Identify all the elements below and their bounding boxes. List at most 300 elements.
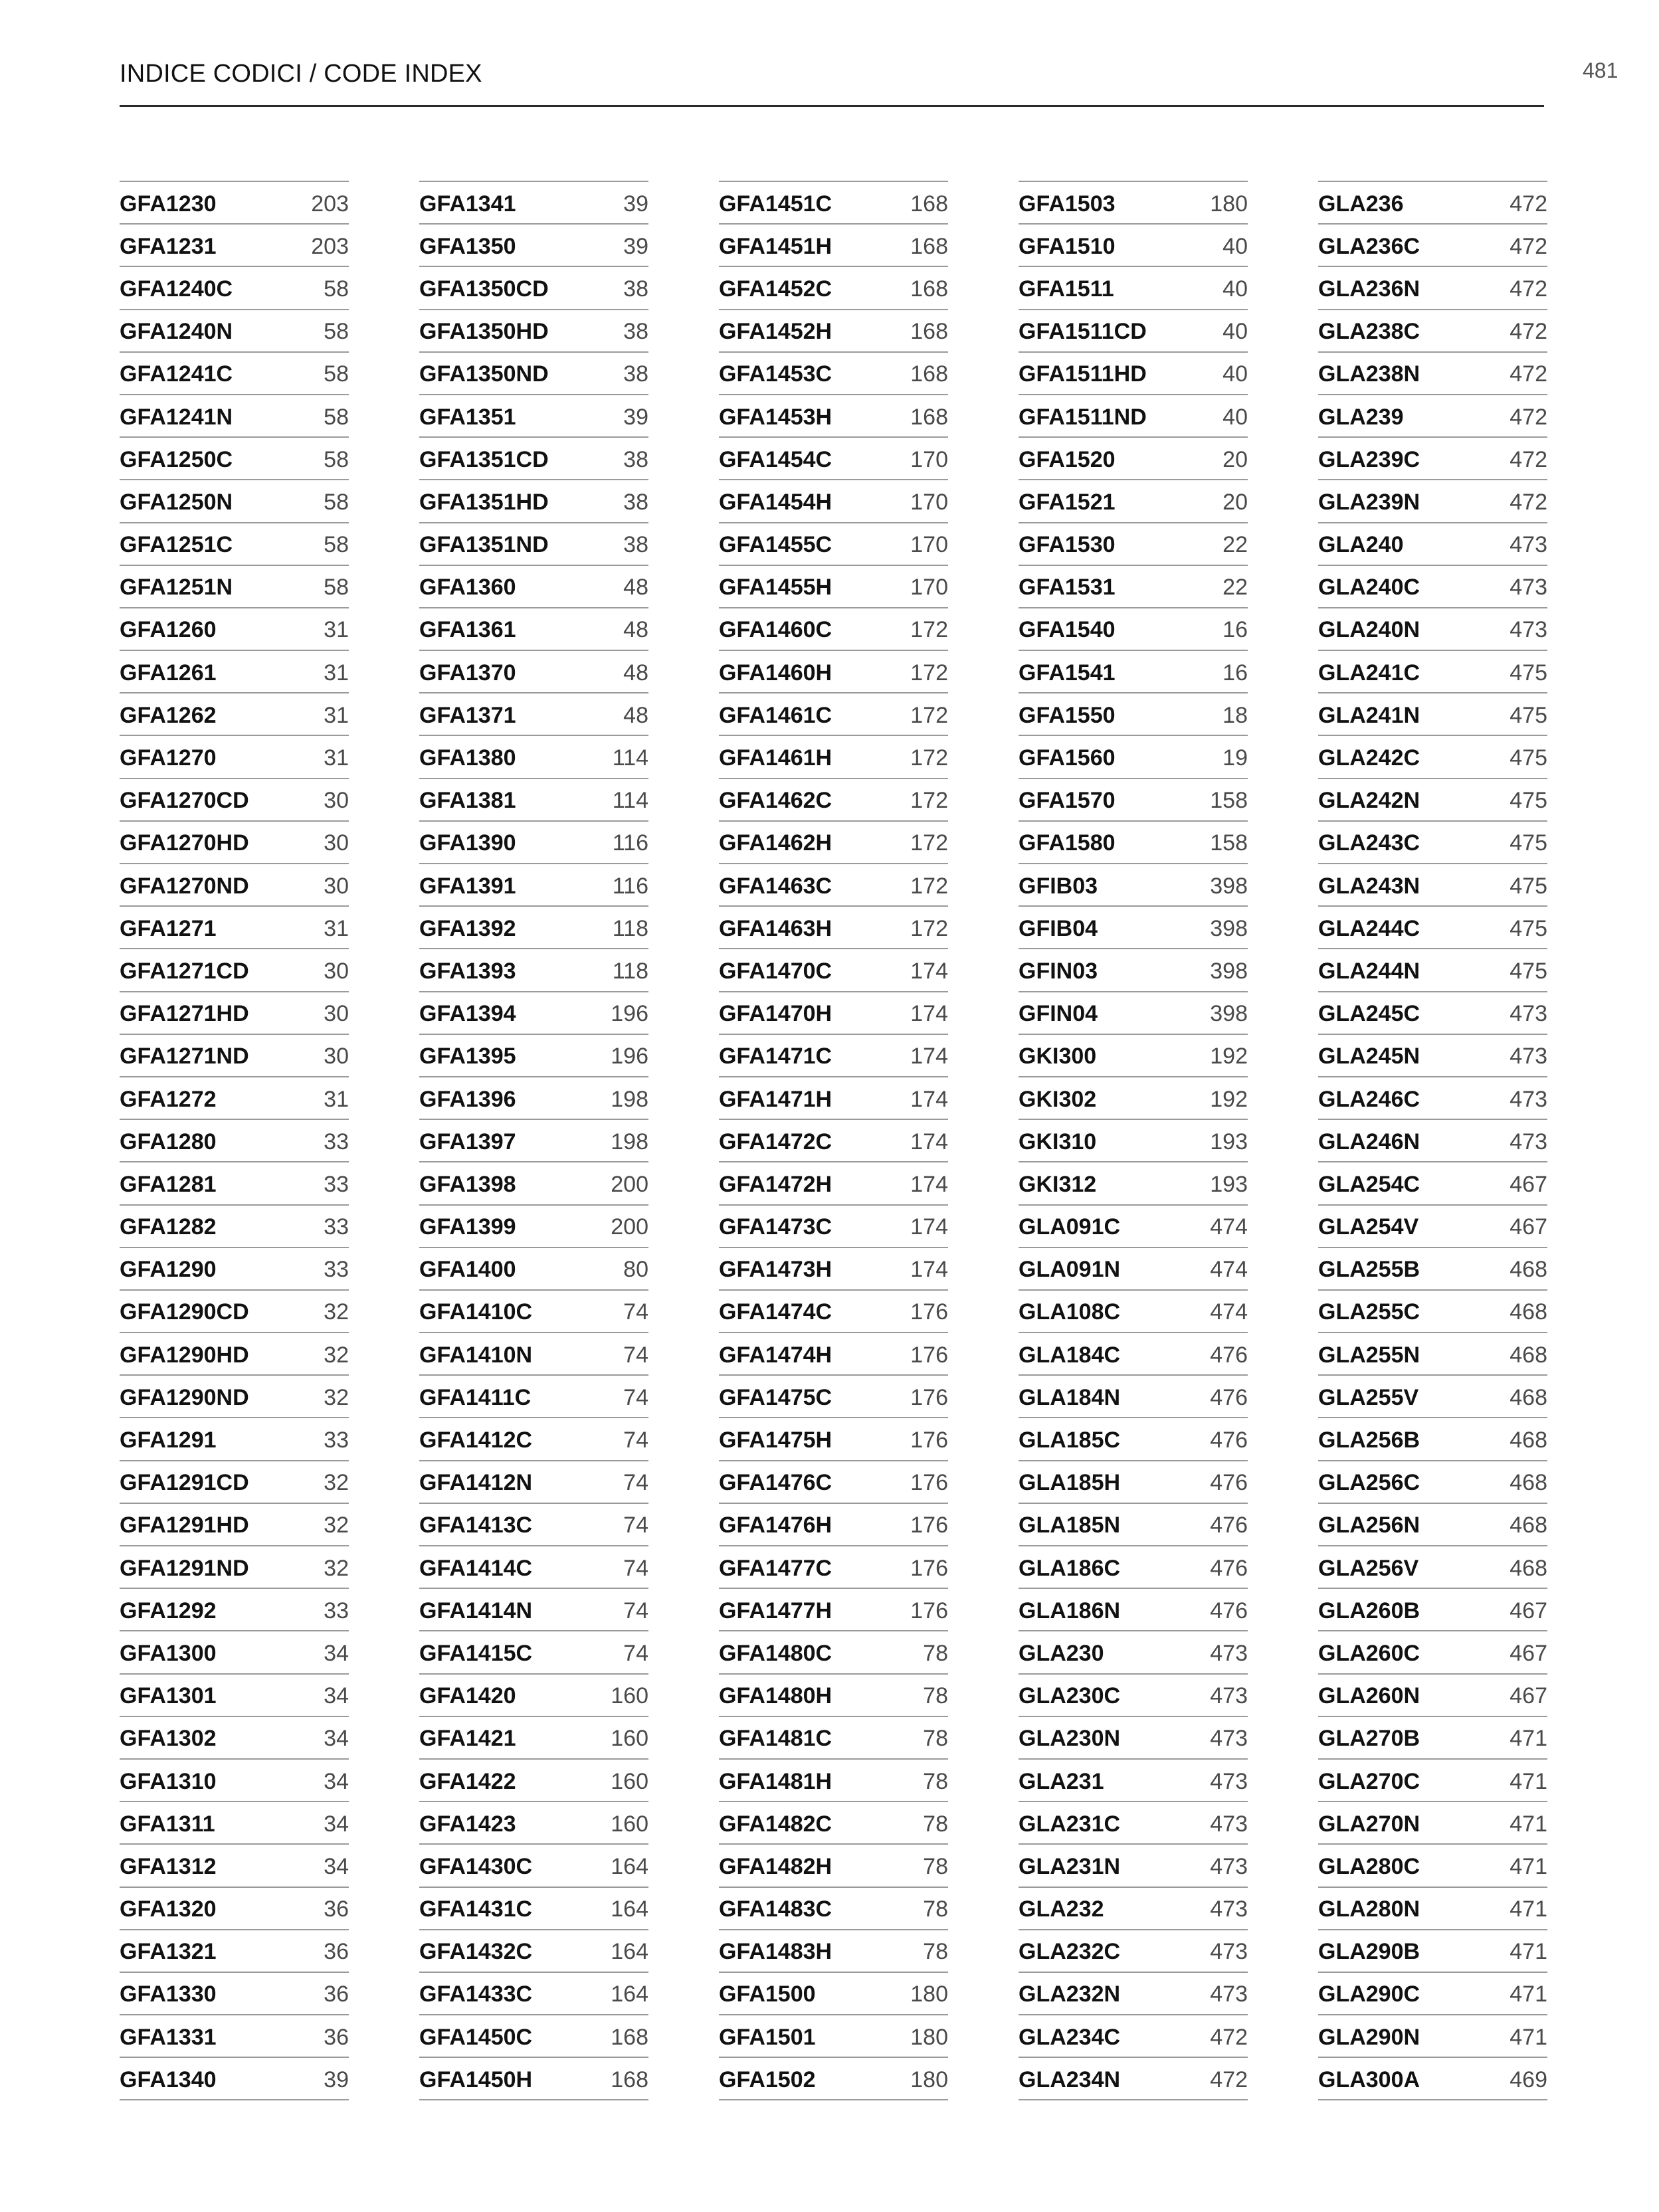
page-reference: 468 xyxy=(1510,1513,1547,1538)
page-reference: 48 xyxy=(623,660,648,686)
product-code: GFA1271ND xyxy=(120,1044,249,1069)
product-code: GLA238C xyxy=(1318,319,1420,345)
page-reference: 30 xyxy=(324,788,349,814)
index-entry xyxy=(1318,395,1547,438)
index-entry xyxy=(1019,1717,1248,1760)
page-reference: 118 xyxy=(612,958,648,984)
product-code: GLA280N xyxy=(1318,1896,1420,1922)
page-reference: 20 xyxy=(1222,446,1248,472)
product-code: GLA230N xyxy=(1019,1726,1121,1752)
product-code: GFA1503 xyxy=(1019,191,1116,217)
index-entry xyxy=(719,1675,948,1717)
page-title: INDICE CODICI / CODE INDEX xyxy=(120,60,482,88)
product-code: GFA1292 xyxy=(120,1598,217,1623)
index-entry xyxy=(719,693,948,736)
index-entry xyxy=(419,1333,648,1376)
page-reference: 172 xyxy=(910,915,948,941)
product-code: GLA241N xyxy=(1318,702,1420,728)
product-code: GFA1423 xyxy=(419,1811,516,1837)
product-code: GLA260C xyxy=(1318,1640,1420,1666)
index-entry xyxy=(1019,1546,1248,1589)
product-code: GFA1450C xyxy=(419,2024,533,2050)
page-reference: 476 xyxy=(1210,1428,1248,1453)
product-code: GFA1476H xyxy=(719,1513,832,1538)
index-entry xyxy=(1019,566,1248,608)
page-reference: 172 xyxy=(910,617,948,643)
page-reference: 38 xyxy=(623,276,648,302)
product-code: GLA240 xyxy=(1318,532,1404,558)
product-code: GLA231N xyxy=(1019,1853,1121,1879)
index-column-4 xyxy=(1019,181,1248,2100)
product-code: GFA1392 xyxy=(419,915,516,941)
product-code: GFA1331 xyxy=(120,2024,217,2050)
index-entry xyxy=(419,1376,648,1418)
page-reference: 473 xyxy=(1210,1982,1248,2007)
product-code: GFA1261 xyxy=(120,660,217,686)
index-entry xyxy=(719,1291,948,1333)
page-reference: 22 xyxy=(1222,532,1248,558)
product-code: GLA254C xyxy=(1318,1171,1420,1197)
product-code: GFA1251C xyxy=(120,532,233,558)
index-entry xyxy=(1318,1760,1547,1802)
page-reference: 31 xyxy=(324,745,349,771)
index-entry xyxy=(719,1376,948,1418)
index-entry xyxy=(1019,2058,1248,2100)
page-reference: 174 xyxy=(910,1214,948,1240)
index-entry xyxy=(719,1888,948,1930)
index-entry xyxy=(419,182,648,225)
index-entry xyxy=(419,779,648,822)
page-reference: 30 xyxy=(324,1001,349,1027)
page-reference: 468 xyxy=(1510,1555,1547,1581)
index-entry xyxy=(719,907,948,949)
page-reference: 468 xyxy=(1510,1342,1547,1368)
index-entry xyxy=(1318,1120,1547,1162)
product-code: GFA1291 xyxy=(120,1428,217,1453)
product-code: GFA1411C xyxy=(419,1384,532,1410)
product-code: GLA185N xyxy=(1019,1513,1121,1538)
page-reference: 19 xyxy=(1222,745,1248,771)
page-reference: 472 xyxy=(1510,446,1547,472)
product-code: GFA1330 xyxy=(120,1982,217,2007)
product-code: GFA1450H xyxy=(419,2067,533,2092)
index-entry xyxy=(1318,693,1547,736)
index-entry xyxy=(1318,864,1547,907)
index-entry xyxy=(419,1162,648,1205)
index-entry xyxy=(719,310,948,353)
product-code: GFA1415C xyxy=(419,1640,533,1666)
index-entry xyxy=(1318,1546,1547,1589)
product-code: GFA1454H xyxy=(719,489,832,515)
product-code: GFA1463H xyxy=(719,915,832,941)
product-code: GFA1351HD xyxy=(419,489,549,515)
page-number: 481 xyxy=(1583,58,1618,82)
page-reference: 40 xyxy=(1222,361,1248,387)
index-entry xyxy=(419,395,648,438)
page-reference: 36 xyxy=(324,1939,349,1965)
page-reference: 74 xyxy=(623,1428,648,1453)
page-reference: 78 xyxy=(923,1896,948,1922)
page-reference: 192 xyxy=(1210,1086,1248,1112)
product-code: GFA1452C xyxy=(719,276,832,302)
index-entry xyxy=(1318,949,1547,992)
product-code: GFA1271HD xyxy=(120,1001,249,1027)
page-reference: 160 xyxy=(611,1811,648,1837)
index-entry xyxy=(120,1120,349,1162)
page-reference: 78 xyxy=(923,1811,948,1837)
page-reference: 164 xyxy=(611,1939,648,1965)
product-code: GFA1413C xyxy=(419,1513,533,1538)
page-reference: 78 xyxy=(923,1640,948,1666)
product-code: GLA290N xyxy=(1318,2024,1420,2050)
page-reference: 174 xyxy=(910,1257,948,1283)
index-entry xyxy=(419,1888,648,1930)
page-reference: 192 xyxy=(1210,1044,1248,1069)
index-entry xyxy=(1318,566,1547,608)
product-code: GFA1471H xyxy=(719,1086,832,1112)
page-reference: 78 xyxy=(923,1939,948,1965)
index-entry xyxy=(719,1546,948,1589)
index-entry xyxy=(120,480,349,523)
index-entry xyxy=(719,395,948,438)
product-code: GFA1272 xyxy=(120,1086,217,1112)
index-entry xyxy=(120,1248,349,1291)
page-reference: 31 xyxy=(324,617,349,643)
index-column-5 xyxy=(1318,181,1547,2100)
index-entry xyxy=(719,1206,948,1248)
index-entry xyxy=(719,225,948,267)
product-code: GLA270N xyxy=(1318,1811,1420,1837)
page-reference: 22 xyxy=(1222,575,1248,600)
index-entry xyxy=(719,1802,948,1845)
page-reference: 473 xyxy=(1210,1640,1248,1666)
page-reference: 473 xyxy=(1210,1939,1248,1965)
page-reference: 20 xyxy=(1222,489,1248,515)
index-entry xyxy=(1318,1631,1547,1674)
index-entry xyxy=(419,1120,648,1162)
index-entry xyxy=(120,438,349,480)
page-reference: 473 xyxy=(1510,532,1547,558)
page-reference: 58 xyxy=(324,575,349,600)
page-reference: 168 xyxy=(910,404,948,430)
product-code: GLA236 xyxy=(1318,191,1404,217)
product-code: GFA1250N xyxy=(120,489,233,515)
page-reference: 30 xyxy=(324,830,349,856)
page-reference: 473 xyxy=(1510,617,1547,643)
index-entry xyxy=(419,566,648,608)
index-entry xyxy=(419,1675,648,1717)
page-reference: 74 xyxy=(623,1555,648,1581)
index-entry xyxy=(1019,182,1248,225)
index-entry xyxy=(1318,1376,1547,1418)
index-column-3 xyxy=(719,181,948,2100)
product-code: GLA256V xyxy=(1318,1555,1419,1581)
product-code: GLA260B xyxy=(1318,1598,1420,1623)
page-reference: 196 xyxy=(611,1001,648,1027)
page-reference: 34 xyxy=(324,1683,349,1709)
product-code: GFA1432C xyxy=(419,1939,533,1965)
page-reference: 170 xyxy=(910,489,948,515)
product-code: GLA280C xyxy=(1318,1853,1420,1879)
index-entry xyxy=(719,267,948,310)
index-entry xyxy=(419,864,648,907)
index-entry xyxy=(719,438,948,480)
index-entry xyxy=(719,1631,948,1674)
product-code: GFA1473H xyxy=(719,1257,832,1283)
index-entry xyxy=(719,1333,948,1376)
page-reference: 398 xyxy=(1210,915,1248,941)
product-code: GFA1360 xyxy=(419,575,516,600)
index-entry xyxy=(1318,992,1547,1035)
page-reference: 58 xyxy=(324,276,349,302)
index-entry xyxy=(419,907,648,949)
product-code: GFA1520 xyxy=(1019,446,1116,472)
product-code: GLA270B xyxy=(1318,1726,1420,1752)
product-code: GLA255V xyxy=(1318,1384,1419,1410)
index-entry xyxy=(719,2058,948,2100)
page-reference: 475 xyxy=(1510,830,1547,856)
product-code: GFA1251N xyxy=(120,575,233,600)
index-entry xyxy=(1318,1077,1547,1120)
product-code: GFA1351ND xyxy=(419,532,549,558)
index-entry xyxy=(120,1717,349,1760)
page-reference: 74 xyxy=(623,1513,648,1538)
page-reference: 168 xyxy=(910,191,948,217)
page-reference: 58 xyxy=(324,404,349,430)
page-reference: 476 xyxy=(1210,1342,1248,1368)
page-reference: 34 xyxy=(324,1640,349,1666)
product-code: GLA260N xyxy=(1318,1683,1420,1709)
index-entry xyxy=(1019,1376,1248,1418)
index-entry xyxy=(1318,1504,1547,1546)
page-reference: 34 xyxy=(324,1726,349,1752)
index-entry xyxy=(120,1206,349,1248)
page-reference: 472 xyxy=(1210,2024,1248,2050)
product-code: GFA1241N xyxy=(120,404,233,430)
index-entry xyxy=(1019,864,1248,907)
product-code: GFA1302 xyxy=(120,1726,217,1752)
page-reference: 472 xyxy=(1510,233,1547,259)
index-entry xyxy=(120,1675,349,1717)
product-code: GLA254V xyxy=(1318,1214,1419,1240)
page-reference: 30 xyxy=(324,873,349,899)
page-reference: 32 xyxy=(324,1513,349,1538)
index-entry xyxy=(1019,1206,1248,1248)
product-code: GFA1350 xyxy=(419,233,516,259)
product-code: GFA1290ND xyxy=(120,1384,249,1410)
index-entry xyxy=(719,1845,948,1887)
page-reference: 467 xyxy=(1510,1171,1547,1197)
index-entry xyxy=(719,353,948,395)
index-entry xyxy=(719,1162,948,1205)
page-reference: 474 xyxy=(1210,1257,1248,1283)
index-entry xyxy=(120,1418,349,1461)
page-reference: 471 xyxy=(1510,1811,1547,1837)
product-code: GLA091C xyxy=(1019,1214,1121,1240)
product-code: GFA1271CD xyxy=(120,958,249,984)
index-entry xyxy=(419,1248,648,1291)
product-code: GFIN03 xyxy=(1019,958,1098,984)
index-entry xyxy=(719,480,948,523)
page-reference: 78 xyxy=(923,1768,948,1794)
product-code: GKI312 xyxy=(1019,1171,1097,1197)
page-reference: 80 xyxy=(623,1257,648,1283)
product-code: GFA1580 xyxy=(1019,830,1116,856)
product-code: GFA1510 xyxy=(1019,233,1116,259)
product-code: GLA239 xyxy=(1318,404,1404,430)
index-entry xyxy=(719,1504,948,1546)
page-reference: 475 xyxy=(1510,873,1547,899)
index-entry xyxy=(1318,1461,1547,1504)
page-reference: 32 xyxy=(324,1555,349,1581)
page-reference: 174 xyxy=(910,1086,948,1112)
page-reference: 33 xyxy=(324,1257,349,1283)
index-entry xyxy=(419,1291,648,1333)
index-entry xyxy=(120,651,349,693)
index-entry xyxy=(419,1930,648,1973)
page-reference: 160 xyxy=(611,1683,648,1709)
page-reference: 58 xyxy=(324,361,349,387)
page-reference: 48 xyxy=(623,575,648,600)
product-code: GFA1290HD xyxy=(120,1342,249,1368)
index-entry xyxy=(419,1760,648,1802)
page-reference: 58 xyxy=(324,532,349,558)
index-entry xyxy=(719,608,948,651)
index-entry xyxy=(1318,1418,1547,1461)
page-reference: 180 xyxy=(910,2024,948,2050)
product-code: GFA1270HD xyxy=(120,830,249,856)
page-reference: 36 xyxy=(324,1982,349,2007)
product-code: GFA1570 xyxy=(1019,788,1116,814)
product-code: GFA1395 xyxy=(419,1044,516,1069)
product-code: GFA1400 xyxy=(419,1257,516,1283)
page-reference: 468 xyxy=(1510,1299,1547,1325)
product-code: GFA1420 xyxy=(419,1683,516,1709)
page-reference: 203 xyxy=(311,233,349,259)
page-reference: 193 xyxy=(1210,1171,1248,1197)
index-entry xyxy=(1019,1631,1248,1674)
product-code: GFA1350CD xyxy=(419,276,549,302)
product-code: GLA243C xyxy=(1318,830,1420,856)
product-code: GFA1433C xyxy=(419,1982,533,2007)
page-reference: 114 xyxy=(612,788,648,814)
page-reference: 170 xyxy=(910,532,948,558)
index-entry xyxy=(1318,1930,1547,1973)
index-entry xyxy=(419,353,648,395)
product-code: GFA1502 xyxy=(719,2067,816,2092)
product-code: GLA243N xyxy=(1318,873,1420,899)
page-reference: 196 xyxy=(611,1044,648,1069)
index-entry xyxy=(120,1973,349,2015)
index-entry xyxy=(419,651,648,693)
index-entry xyxy=(1019,608,1248,651)
index-entry xyxy=(1318,1248,1547,1291)
index-entry xyxy=(1318,1717,1547,1760)
product-code: GFA1460C xyxy=(719,617,832,643)
page-reference: 473 xyxy=(1510,1086,1547,1112)
product-code: GFA1453H xyxy=(719,404,832,430)
index-entry xyxy=(1318,225,1547,267)
product-code: GFA1452H xyxy=(719,319,832,345)
product-code: GFA1260 xyxy=(120,617,217,643)
product-code: GFA1470H xyxy=(719,1001,832,1027)
product-code: GLA230 xyxy=(1019,1640,1104,1666)
product-code: GLA240C xyxy=(1318,575,1420,600)
page-reference: 467 xyxy=(1510,1598,1547,1623)
page-reference: 78 xyxy=(923,1853,948,1879)
page-reference: 180 xyxy=(910,1982,948,2007)
page-reference: 172 xyxy=(910,745,948,771)
page-reference: 168 xyxy=(910,276,948,302)
page-reference: 16 xyxy=(1222,660,1248,686)
index-entry xyxy=(1019,1930,1248,1973)
product-code: GFA1282 xyxy=(120,1214,217,1240)
page-reference: 467 xyxy=(1510,1214,1547,1240)
product-code: GFA1320 xyxy=(120,1896,217,1922)
page-reference: 475 xyxy=(1510,915,1547,941)
page-reference: 33 xyxy=(324,1428,349,1453)
index-entry xyxy=(719,1077,948,1120)
page-reference: 38 xyxy=(623,489,648,515)
page-reference: 39 xyxy=(623,404,648,430)
index-entry xyxy=(120,1546,349,1589)
product-code: GFA1321 xyxy=(120,1939,217,1965)
product-code: GKI300 xyxy=(1019,1044,1097,1069)
product-code: GFA1312 xyxy=(120,1853,217,1879)
product-code: GFA1477H xyxy=(719,1598,832,1623)
page-reference: 168 xyxy=(910,233,948,259)
index-entry xyxy=(419,1077,648,1120)
product-code: GLA270C xyxy=(1318,1768,1420,1794)
index-entry xyxy=(719,779,948,822)
product-code: GFA1473C xyxy=(719,1214,832,1240)
page-reference: 31 xyxy=(324,660,349,686)
product-code: GFA1511CD xyxy=(1019,319,1147,345)
index-entry xyxy=(120,225,349,267)
page-reference: 467 xyxy=(1510,1683,1547,1709)
page-reference: 473 xyxy=(1210,1853,1248,1879)
page-reference: 74 xyxy=(623,1299,648,1325)
product-code: GFA1455C xyxy=(719,532,832,558)
index-entry xyxy=(1318,1845,1547,1887)
page-reference: 474 xyxy=(1210,1214,1248,1240)
index-entry xyxy=(1019,1504,1248,1546)
index-entry xyxy=(1019,1845,1248,1887)
index-entry xyxy=(719,2015,948,2058)
index-entry xyxy=(120,1376,349,1418)
index-entry xyxy=(419,310,648,353)
index-entry xyxy=(120,608,349,651)
index-entry xyxy=(120,1589,349,1631)
index-entry xyxy=(1019,1120,1248,1162)
page-reference: 472 xyxy=(1510,489,1547,515)
product-code: GFA1271 xyxy=(120,915,217,941)
page-reference: 30 xyxy=(324,958,349,984)
product-code: GLA185C xyxy=(1019,1428,1121,1453)
product-code: GFA1371 xyxy=(419,702,516,728)
page-reference: 203 xyxy=(311,191,349,217)
page-reference: 472 xyxy=(1510,191,1547,217)
page-reference: 31 xyxy=(324,702,349,728)
page-reference: 38 xyxy=(623,319,648,345)
page-reference: 38 xyxy=(623,532,648,558)
page-reference: 174 xyxy=(910,1001,948,1027)
product-code: GFA1291ND xyxy=(120,1555,249,1581)
product-code: GFA1262 xyxy=(120,702,217,728)
index-entry xyxy=(719,1248,948,1291)
index-entry xyxy=(419,2058,648,2100)
index-entry xyxy=(719,992,948,1035)
